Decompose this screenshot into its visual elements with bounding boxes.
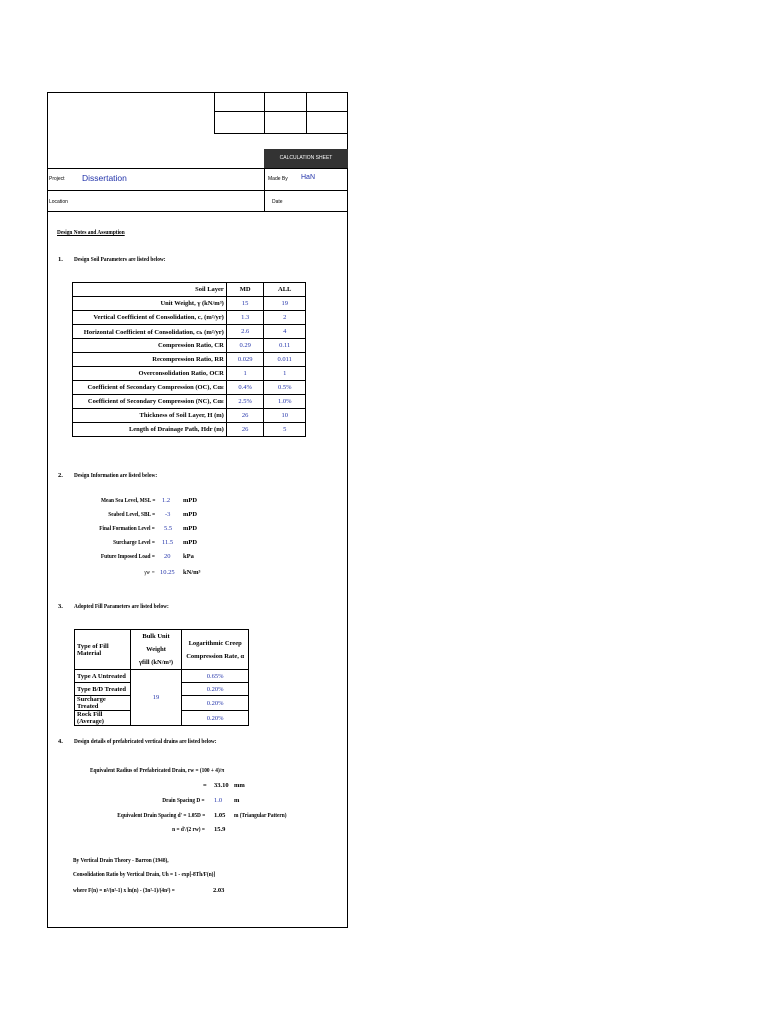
info-unit: kPa bbox=[183, 553, 194, 560]
info-value: 10.25 bbox=[160, 569, 175, 576]
row-label: Length of Drainage Path, Hdr (m) bbox=[73, 423, 227, 437]
section-title: Design Notes and Assumption bbox=[57, 229, 125, 236]
s4-title: Design details of prefabricated vertical drains are listed below: bbox=[74, 738, 217, 745]
info-value: 5.5 bbox=[164, 525, 173, 532]
table-row bbox=[73, 339, 306, 353]
md-value: 2.5% bbox=[226, 395, 264, 409]
info-label: γw = bbox=[144, 569, 155, 576]
s1-number: 1. bbox=[58, 256, 63, 263]
table-row bbox=[73, 409, 306, 423]
table-row bbox=[75, 670, 249, 683]
drain-spacing-unit: m bbox=[234, 797, 240, 804]
grid-line bbox=[264, 168, 265, 211]
all-value: 19 bbox=[264, 297, 306, 311]
grid-line bbox=[214, 93, 215, 133]
info-label: Mean Sea Level, MSL = bbox=[100, 497, 155, 504]
fill-type: Surcharge Treated bbox=[75, 696, 131, 711]
info-label: Final Formation Level = bbox=[99, 525, 155, 532]
col-bulk-weight-line1: Bulk Unit Weight bbox=[142, 633, 170, 653]
equivalent-spacing-value: 1.05 bbox=[214, 812, 226, 819]
fill-type: Rock Fill (Average) bbox=[75, 711, 131, 726]
all-value: 1.0% bbox=[264, 395, 306, 409]
table-row bbox=[73, 395, 306, 409]
grid-line bbox=[48, 211, 348, 212]
grid-line bbox=[48, 168, 348, 169]
grid-line bbox=[264, 93, 265, 133]
all-value: 0.011 bbox=[264, 353, 306, 367]
col-soil-layer: Soil Layer bbox=[73, 283, 227, 297]
row-label: Unit Weight, γ (kN/m³) bbox=[73, 297, 227, 311]
creep-value: 0.20% bbox=[182, 711, 249, 726]
made-by-value: HaN bbox=[301, 174, 316, 181]
calculation-sheet bbox=[47, 92, 348, 928]
col-creep-line1: Logarithmic Creep bbox=[188, 639, 242, 647]
col-md: MD bbox=[226, 283, 264, 297]
md-value: 15 bbox=[226, 297, 264, 311]
table-row bbox=[73, 325, 306, 339]
all-value: 0.11 bbox=[264, 339, 306, 353]
info-value: -3 bbox=[165, 511, 171, 518]
consolidation-ratio-formula: Consolidation Ratio by Vertical Drain, Uh = 1 - exp[-8Th/F(n)] bbox=[73, 871, 216, 878]
info-value: 11.5 bbox=[162, 539, 174, 546]
md-value: 1 bbox=[226, 367, 264, 381]
equivalent-spacing-label: Equivalent Drain Spacing d' = 1.05D = bbox=[117, 812, 205, 819]
n-ratio-value: 15.9 bbox=[214, 826, 226, 833]
all-value: 4 bbox=[264, 325, 306, 339]
info-unit: mPD bbox=[183, 511, 198, 518]
s3-number: 3. bbox=[58, 603, 63, 610]
md-value: 0.4% bbox=[226, 381, 264, 395]
row-label: Coefficient of Secondary Compression (OC), Cαε bbox=[73, 381, 227, 395]
fill-type: Type B/D Treated bbox=[75, 683, 131, 696]
md-value: 26 bbox=[226, 409, 264, 423]
equivalent-spacing-unit: m (Triangular Pattern) bbox=[234, 812, 287, 819]
table-row bbox=[73, 381, 306, 395]
row-label: Recompression Ratio, RR bbox=[73, 353, 227, 367]
fill-parameters-table bbox=[74, 629, 249, 726]
md-value: 2.6 bbox=[226, 325, 264, 339]
info-unit: mPD bbox=[183, 497, 198, 504]
info-value: 1.2 bbox=[162, 497, 171, 504]
fill-type: Type A Untreated bbox=[75, 670, 131, 683]
md-value: 0.029 bbox=[226, 353, 264, 367]
s4-number: 4. bbox=[58, 738, 63, 745]
equivalent-radius-unit: mm bbox=[234, 782, 245, 789]
grid-line bbox=[306, 93, 307, 133]
drain-spacing-value: 1.0 bbox=[214, 797, 223, 804]
md-value: 0.29 bbox=[226, 339, 264, 353]
row-label: Horizontal Coefficient of Consolidation, cₕ (m²/yr) bbox=[73, 325, 227, 339]
date-label: Date bbox=[272, 199, 283, 205]
col-creep-line2: Compression Rate, α bbox=[186, 652, 245, 660]
col-bulk-weight-line2: γfill (kN/m³) bbox=[138, 659, 174, 666]
all-value: 10 bbox=[264, 409, 306, 423]
info-label: Seabed Level, SBL = bbox=[108, 511, 155, 518]
info-label: Future Imposed Load = bbox=[100, 553, 155, 560]
table-header-row bbox=[73, 283, 306, 297]
grid-line bbox=[48, 190, 348, 191]
info-unit: mPD bbox=[183, 539, 198, 546]
location-label: Location bbox=[49, 199, 68, 205]
creep-value: 0.20% bbox=[182, 683, 249, 696]
project-label: Project bbox=[49, 176, 65, 182]
equivalent-radius-value: 33.10 bbox=[214, 782, 229, 789]
row-label: Thickness of Soil Layer, H (m) bbox=[73, 409, 227, 423]
s2-title: Design Information are listed below: bbox=[74, 472, 158, 479]
equivalent-radius-formula: Equivalent Radius of Prefabricated Drain, rw = (100 + 4)/π bbox=[90, 767, 225, 774]
col-bulk-weight bbox=[130, 630, 182, 670]
all-value: 0.5% bbox=[264, 381, 306, 395]
theory-reference: By Vertical Drain Theory - Barron (1948), bbox=[73, 857, 169, 864]
all-value: 5 bbox=[264, 423, 306, 437]
soil-parameters-table bbox=[72, 282, 306, 437]
table-row bbox=[73, 353, 306, 367]
f-n-formula: where F(n) = n²/(n²-1) x ln(n) - (3n²-1)/(4n²) = bbox=[73, 887, 175, 894]
creep-value: 0.20% bbox=[182, 696, 249, 711]
col-fill-type: Type of Fill Material bbox=[75, 630, 131, 670]
all-value: 1 bbox=[264, 367, 306, 381]
n-ratio-label: n = d'/(2 rw) = bbox=[172, 826, 205, 833]
s2-number: 2. bbox=[58, 472, 63, 479]
info-value: 20 bbox=[164, 553, 171, 560]
table-row bbox=[73, 311, 306, 325]
md-value: 1.3 bbox=[226, 311, 264, 325]
info-unit: mPD bbox=[183, 525, 198, 532]
row-label: Compression Ratio, CR bbox=[73, 339, 227, 353]
table-row bbox=[73, 423, 306, 437]
s1-title: Design Soil Parameters are listed below: bbox=[74, 256, 166, 263]
project-value: Dissertation bbox=[82, 173, 127, 183]
col-creep-rate bbox=[182, 630, 249, 670]
made-by-label: Made By bbox=[268, 176, 288, 182]
table-row bbox=[73, 367, 306, 381]
row-label: Coefficient of Secondary Compression (NC), Cαε bbox=[73, 395, 227, 409]
col-all: ALL bbox=[264, 283, 306, 297]
row-label: Overconsolidation Ratio, OCR bbox=[73, 367, 227, 381]
s3-title: Adopted Fill Parameters are listed below: bbox=[74, 603, 169, 610]
drain-spacing-label: Drain Spacing D = bbox=[162, 797, 205, 804]
table-header-row bbox=[75, 630, 249, 670]
grid-line bbox=[214, 133, 348, 134]
creep-value: 0.65% bbox=[182, 670, 249, 683]
row-label: Vertical Coefficient of Consolidation, cᵥ (m²/yr) bbox=[73, 311, 227, 325]
bulk-weight-value: 19 bbox=[130, 670, 182, 726]
md-value: 26 bbox=[226, 423, 264, 437]
all-value: 2 bbox=[264, 311, 306, 325]
calculation-sheet-label: CALCULATION SHEET bbox=[264, 149, 348, 168]
grid-line bbox=[214, 111, 348, 112]
f-n-value: 2.03 bbox=[213, 887, 225, 894]
info-label: Surcharge Level = bbox=[113, 539, 155, 546]
info-unit: kN/m³ bbox=[183, 569, 201, 576]
table-row bbox=[73, 297, 306, 311]
equals-sign: = bbox=[203, 782, 207, 789]
